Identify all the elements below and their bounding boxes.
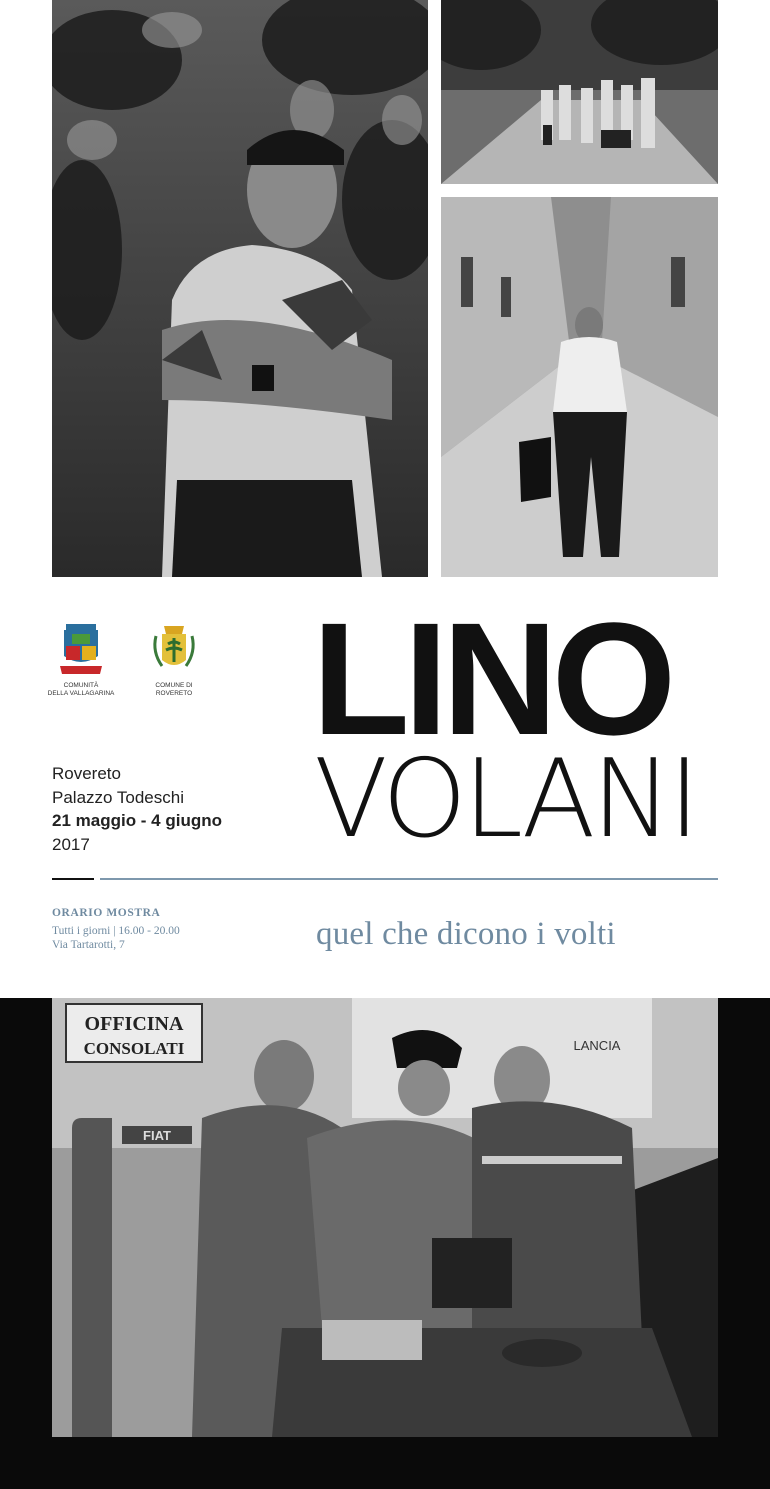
photo-vineyard-man	[52, 0, 428, 577]
sign-consolati: CONSOLATI	[83, 1039, 185, 1058]
photo-workshop-mechanics	[52, 998, 718, 1437]
logo-vallagarina-line1: COMUNITÀ	[63, 682, 99, 689]
photo-group-vineyard	[441, 0, 718, 184]
title-last-name: VOLANI	[314, 737, 697, 862]
venue-dates: 21 maggio - 4 giugno	[52, 811, 223, 830]
logo-comunita-vallagarina	[42, 622, 120, 697]
poster-subtitle: quel che dicono i volti	[316, 916, 616, 952]
sign-fiat: FIAT	[143, 1128, 171, 1143]
logo-rovereto-line2: ROVERETO	[155, 689, 193, 697]
sign-lancia: LANCIA	[573, 1038, 621, 1053]
title-first-name: LINO	[312, 589, 671, 768]
logo-rovereto-line1: COMUNE DI	[155, 682, 193, 689]
logo-vallagarina-line2: DELLA VALLAGARINA	[47, 689, 115, 697]
sign-officina: OFFICINA	[84, 1013, 184, 1035]
schedule-address: Via Tartarotti, 7	[52, 939, 125, 951]
schedule-info	[52, 906, 180, 952]
schedule-hours: Tutti i giorni | 16.00 - 20.00	[52, 925, 180, 937]
logo-comune-rovereto	[136, 622, 212, 697]
divider-dark	[52, 878, 94, 880]
city-crest-icon	[150, 622, 198, 676]
coat-of-arms-icon	[58, 622, 104, 676]
venue-city: Rovereto	[52, 764, 121, 783]
venue-place: Palazzo Todeschi	[52, 787, 184, 807]
venue-info	[52, 762, 222, 856]
photo-man-in-street	[441, 197, 718, 577]
divider-blue	[100, 878, 718, 880]
schedule-heading: ORARIO MOSTRA	[52, 907, 161, 919]
venue-year: 2017	[52, 834, 90, 854]
